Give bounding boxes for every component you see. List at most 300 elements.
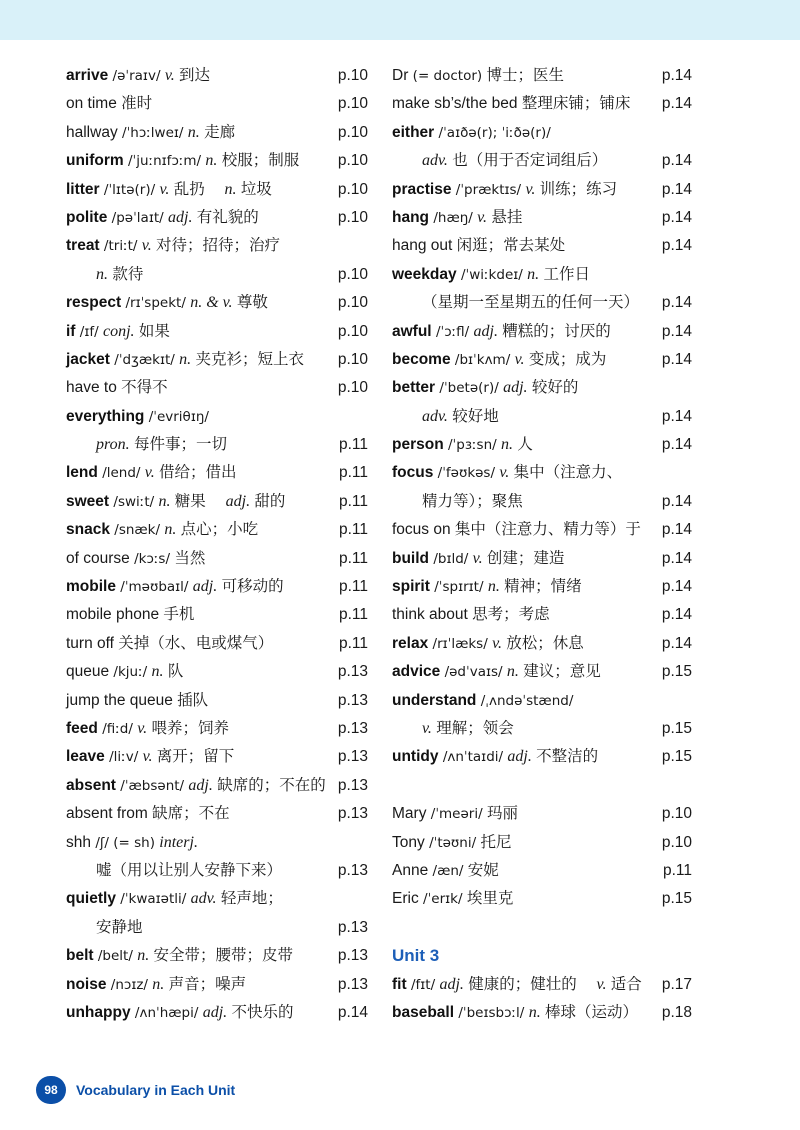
- pronunciation: /ˈspɪrɪt/: [434, 579, 484, 596]
- definition: 插队: [177, 691, 209, 709]
- vocab-column-left: [66, 62, 368, 1027]
- unit-heading-row: [392, 942, 692, 970]
- pronunciation: /ˈməʊbaɪl/: [120, 579, 189, 596]
- definition: 尊敬: [236, 294, 268, 312]
- entry-text: [66, 630, 273, 658]
- definition: 创建；建造: [486, 549, 565, 567]
- part-of-speech: adj.: [473, 322, 498, 340]
- entry-text: [66, 658, 183, 686]
- headword: think about: [392, 606, 468, 624]
- entry-text: [66, 999, 294, 1027]
- vocab-entry: [392, 573, 692, 601]
- entry-text: [66, 885, 283, 913]
- page-reference: p.14: [661, 350, 692, 368]
- entry-text: [392, 232, 565, 260]
- part-of-speech: v.: [142, 748, 153, 766]
- pronunciation: /ˈpræktɪs/: [455, 181, 522, 198]
- unit-heading: Unit 3: [392, 946, 440, 966]
- definition: 放松；休息: [506, 634, 584, 652]
- part-of-speech: n.: [501, 436, 514, 454]
- part-of-speech: v.: [144, 464, 155, 482]
- vocab-entry: [66, 488, 368, 516]
- vocab-entry: [392, 147, 692, 175]
- headword: hallway: [66, 123, 118, 141]
- page-reference: p.15: [661, 663, 692, 681]
- definition: （星期一至星期五的任何一天）: [422, 294, 640, 312]
- pronunciation: /triːt/: [103, 238, 138, 255]
- definition: 轻声地；: [220, 890, 283, 908]
- headword: everything: [66, 407, 145, 425]
- page-reference: p.14: [661, 436, 692, 454]
- entry-text: [66, 601, 194, 629]
- entry-text: [66, 573, 284, 601]
- page-reference: p.11: [338, 521, 368, 539]
- headword: belt: [66, 947, 94, 965]
- headword: snack: [66, 521, 110, 539]
- pronunciation: /ˈfəʊkəs/: [437, 465, 496, 482]
- entry-text: [392, 630, 584, 658]
- vocab-entry: [66, 516, 368, 544]
- entry-text: [66, 346, 304, 374]
- headword: focus: [392, 464, 434, 482]
- vocab-entry: [66, 658, 368, 686]
- part-of-speech: v.: [492, 634, 502, 652]
- part-of-speech: v.: [477, 208, 488, 226]
- pronunciation: /fɪt/: [410, 976, 436, 993]
- headword: either: [392, 123, 435, 141]
- headword: advice: [392, 663, 441, 681]
- headword: polite: [66, 208, 108, 226]
- vocab-entry: [66, 942, 368, 970]
- pronunciation: /ˈbeɪsbɔːl/: [458, 1004, 525, 1021]
- vocab-entry: [66, 885, 368, 913]
- vocab-entry: [392, 289, 692, 317]
- part-of-speech: adv.: [422, 407, 448, 425]
- entry-text: [66, 772, 326, 800]
- definition: 不快乐的: [231, 1003, 294, 1021]
- definition: 款待: [112, 265, 144, 283]
- page-reference: p.14: [661, 578, 692, 596]
- definition: 离开；留下: [156, 748, 235, 766]
- definition: 安全带；腰带；皮带: [153, 947, 294, 965]
- part-of-speech: n. & v.: [190, 294, 233, 312]
- entry-text: [96, 261, 143, 289]
- page-reference: p.13: [337, 861, 368, 879]
- vocab-entry: [66, 829, 368, 857]
- headword: focus on: [392, 521, 451, 539]
- headword: turn off: [66, 634, 114, 652]
- part-of-speech-2: v.: [596, 975, 607, 993]
- headword: jacket: [66, 350, 110, 368]
- vocab-entry: [392, 885, 692, 913]
- part-of-speech: n.: [158, 492, 171, 510]
- headword: mobile: [66, 578, 116, 596]
- headword: unhappy: [66, 1003, 131, 1021]
- pronunciation: /ˈdʒækɪt/: [114, 351, 175, 368]
- definition: 也（用于否定词组后）: [452, 152, 608, 170]
- pronunciation: /ˈɔːfl/: [435, 323, 470, 340]
- pronunciation: /ˈwiːkdeɪ/: [460, 266, 523, 283]
- definition: 博士；医生: [486, 67, 564, 84]
- headword: awful: [392, 322, 432, 340]
- page-reference: p.10: [337, 180, 368, 198]
- part-of-speech-2: adj.: [225, 492, 251, 510]
- definition: 喂养；饲养: [151, 719, 229, 737]
- headword: baseball: [392, 1003, 455, 1021]
- pronunciation: /rɪˈspekt/: [125, 295, 186, 312]
- entry-text: [66, 743, 234, 771]
- entry-text: [96, 914, 143, 942]
- part-of-speech: n.: [487, 578, 500, 596]
- entry-text: [392, 346, 606, 374]
- headword: person: [392, 436, 444, 454]
- headword: Anne: [392, 861, 429, 879]
- vocab-entry: [392, 90, 692, 118]
- part-of-speech: n.: [152, 975, 165, 993]
- headword: queue: [66, 663, 110, 681]
- definition: 安妮: [467, 861, 499, 879]
- vocab-entry: [66, 204, 368, 232]
- pronunciation: /ˈtəʊni/: [429, 834, 477, 851]
- entry-text: [422, 715, 514, 743]
- entry-text: [392, 971, 642, 999]
- entry-text: [392, 743, 598, 771]
- part-of-speech-2: n.: [224, 180, 237, 198]
- page-reference: p.11: [338, 549, 368, 567]
- page-number-badge: 98: [36, 1076, 66, 1104]
- page-reference: p.10: [337, 265, 368, 283]
- vocab-entry: [66, 62, 368, 90]
- part-of-speech: pron.: [96, 436, 130, 454]
- pronunciation: /ˈevriθɪŋ/: [148, 408, 209, 425]
- definition: 夹克衫；短上衣: [195, 350, 304, 368]
- page-reference: p.17: [661, 975, 692, 993]
- definition: 糖果: [174, 492, 206, 510]
- vocab-entry: [392, 630, 692, 658]
- entry-text: [66, 232, 280, 260]
- entry-text: [392, 318, 611, 346]
- definition: 悬挂: [491, 208, 523, 226]
- page-reference: p.14: [661, 180, 692, 198]
- vocab-entry: [392, 715, 692, 743]
- definition: 走廊: [204, 123, 236, 141]
- part-of-speech: v.: [159, 180, 170, 198]
- part-of-speech: v.: [472, 549, 483, 567]
- page-reference: p.14: [661, 237, 692, 255]
- part-of-speech: conj.: [102, 322, 135, 340]
- vocab-entry: [66, 346, 368, 374]
- vocab-entry: [66, 374, 368, 402]
- vocab-entry: [66, 971, 368, 999]
- headword: litter: [66, 180, 100, 198]
- vocab-entry: [66, 119, 368, 147]
- vocab-entry: [392, 601, 692, 629]
- definition: 较好的: [531, 379, 579, 397]
- headword: sweet: [66, 492, 110, 510]
- page-reference: p.10: [337, 350, 368, 368]
- vocab-entry: [66, 232, 368, 260]
- page-reference: p.14: [661, 634, 692, 652]
- vocab-entry: [392, 119, 692, 147]
- definition-2: 甜的: [254, 492, 286, 510]
- entry-text: [392, 62, 564, 90]
- part-of-speech: v.: [137, 719, 148, 737]
- part-of-speech: adj.: [192, 578, 218, 596]
- definition: 当然: [174, 549, 206, 567]
- definition: 集中（注意力、: [513, 464, 623, 482]
- headword: weekday: [392, 265, 457, 283]
- entry-text: [66, 800, 230, 828]
- definition: 每件事；一切: [133, 436, 227, 454]
- pronunciation: /æn/: [432, 862, 464, 879]
- pronunciation: /bɪˈkʌm/: [454, 351, 511, 368]
- part-of-speech: n.: [506, 663, 519, 681]
- vocab-entry: [392, 62, 692, 90]
- pronunciation: /kjuː/: [113, 664, 148, 681]
- pronunciation: /ˈkwaɪətli/: [120, 891, 187, 908]
- page-reference: p.15: [661, 890, 692, 908]
- part-of-speech: n.: [179, 350, 192, 368]
- vocab-entry: [392, 403, 692, 431]
- entry-text: [392, 857, 499, 885]
- entry-text: [66, 147, 299, 175]
- vocab-entry: [392, 204, 692, 232]
- headword: jump the queue: [66, 691, 173, 709]
- page-reference: p.18: [661, 1003, 692, 1021]
- vocab-entry: [392, 261, 692, 289]
- page-reference: p.14: [661, 95, 692, 113]
- definition: 乱扔: [173, 180, 205, 198]
- vocab-entry: [66, 289, 368, 317]
- headword: Tony: [392, 833, 425, 851]
- headword: relax: [392, 634, 429, 652]
- page-reference: p.14: [661, 549, 692, 567]
- page-reference: p.14: [661, 152, 692, 170]
- entry-text: [392, 516, 641, 544]
- page-reference: p.11: [338, 492, 368, 510]
- entry-text: [66, 971, 246, 999]
- definition: 精神；情绪: [504, 578, 582, 596]
- part-of-speech: v.: [525, 180, 536, 198]
- part-of-speech: adj.: [188, 776, 213, 794]
- entry-text: [66, 403, 209, 431]
- page-reference: p.10: [337, 67, 368, 84]
- page-reference: p.13: [337, 947, 368, 965]
- vocab-entry: [66, 403, 368, 431]
- entry-text: [66, 204, 259, 232]
- entry-text: [96, 431, 227, 459]
- page-reference: p.13: [337, 975, 368, 993]
- definition: 托尼: [480, 833, 512, 851]
- page-reference: p.13: [337, 918, 368, 936]
- vocab-entry: [392, 374, 692, 402]
- page-reference: p.10: [661, 833, 692, 851]
- entry-text: [422, 403, 499, 431]
- page-reference: p.13: [337, 719, 368, 737]
- pronunciation: /hæŋ/: [433, 209, 473, 226]
- page-reference: p.13: [337, 663, 368, 681]
- definition: 缺席的；不在的: [217, 776, 326, 794]
- entry-text: [422, 488, 523, 516]
- entry-text: [66, 318, 170, 346]
- entry-text: [392, 687, 573, 715]
- page-reference: p.14: [337, 1003, 368, 1021]
- page-reference: p.13: [337, 776, 368, 794]
- part-of-speech: adj.: [168, 208, 193, 226]
- entry-text: [392, 374, 578, 402]
- entry-text: [66, 545, 205, 573]
- headword: build: [392, 549, 430, 567]
- vocab-entry: [392, 829, 692, 857]
- definition: 有礼貌的: [196, 208, 259, 226]
- page-reference: p.14: [661, 492, 692, 510]
- headword: spirit: [392, 578, 430, 596]
- page-reference: p.11: [338, 606, 368, 624]
- page-reference: p.11: [338, 578, 368, 596]
- vocab-entry: [392, 800, 692, 828]
- definition-2: 适合: [610, 975, 642, 993]
- vocab-entry: [66, 857, 368, 885]
- page-reference: p.13: [337, 748, 368, 766]
- entry-text: [96, 857, 282, 885]
- definition: 人: [517, 436, 533, 454]
- definition: 工作日: [543, 265, 590, 283]
- definition: 闲逛；常去某处: [456, 237, 566, 255]
- vocab-entry: [392, 971, 692, 999]
- entry-text: [66, 488, 285, 516]
- vocab-entry: [66, 147, 368, 175]
- headword: make sb’s/the bed: [392, 95, 518, 113]
- page-reference: p.10: [661, 805, 692, 823]
- headword: absent from: [66, 805, 148, 823]
- entry-text: [392, 119, 551, 147]
- pronunciation: /ˈpɜːsn/: [448, 437, 497, 454]
- pronunciation: /ˈbetə(r)/: [439, 380, 499, 397]
- headword: practise: [392, 180, 452, 198]
- part-of-speech: adj.: [507, 748, 532, 766]
- definition: 集中（注意力、精力等）于: [454, 521, 641, 539]
- part-of-speech: n.: [137, 947, 150, 965]
- vocab-entry: [392, 176, 692, 204]
- page-reference: p.14: [661, 407, 692, 425]
- entry-text: [392, 658, 601, 686]
- headword: of course: [66, 549, 130, 567]
- entry-text: [392, 573, 582, 601]
- part-of-speech: adv.: [190, 890, 217, 908]
- part-of-speech: n.: [527, 265, 540, 283]
- pronunciation: /ʃ/ (= sh): [95, 834, 155, 851]
- headword: better: [392, 379, 436, 397]
- footer-title: Vocabulary in Each Unit: [76, 1082, 236, 1098]
- pronunciation: /ˈmeəri/: [430, 806, 483, 823]
- definition: 糟糕的；讨厌的: [502, 322, 611, 340]
- definition: 精力等）；聚焦: [422, 492, 523, 510]
- pronunciation: /fiːd/: [102, 720, 133, 737]
- page-reference: p.14: [661, 294, 692, 312]
- definition: 整理床铺；铺床: [521, 95, 631, 113]
- page-reference: p.10: [337, 322, 368, 340]
- definition: 安静地: [96, 918, 143, 936]
- vocab-entry: [392, 857, 692, 885]
- page-reference: p.15: [661, 719, 692, 737]
- vocab-entry: [392, 687, 692, 715]
- pronunciation: /ˈhɔːlweɪ/: [122, 124, 184, 141]
- entry-text: [66, 62, 210, 90]
- definition: 对待；招待；治疗: [156, 237, 281, 255]
- part-of-speech: v.: [422, 719, 432, 737]
- definition-2: 垃圾: [240, 180, 272, 198]
- page-reference: p.14: [661, 322, 692, 340]
- entry-text: [66, 715, 229, 743]
- pronunciation: /lend/: [102, 465, 141, 482]
- part-of-speech: v.: [141, 237, 152, 255]
- definition: 不整洁的: [536, 748, 599, 766]
- headword: absent: [66, 776, 116, 794]
- part-of-speech: v.: [164, 67, 175, 84]
- pronunciation: /ʌnˈtaɪdi/: [442, 749, 504, 766]
- headword: shh: [66, 833, 91, 851]
- headword: understand: [392, 691, 477, 709]
- headword: have to: [66, 379, 117, 397]
- part-of-speech: adj.: [439, 975, 464, 993]
- pronunciation: /belt/: [97, 948, 133, 965]
- definition: 变成；成为: [528, 350, 607, 368]
- entry-text: [392, 431, 533, 459]
- definition: 点心；小吃: [180, 521, 259, 539]
- entry-text: [66, 687, 208, 715]
- pronunciation: /ˈjuːnɪfɔːm/: [128, 153, 202, 170]
- vocab-entry: [66, 318, 368, 346]
- definition: 建议；意见: [523, 663, 601, 681]
- vocab-entry: [392, 232, 692, 260]
- headword: noise: [66, 975, 107, 993]
- page-reference: p.10: [337, 379, 368, 397]
- part-of-speech: interj.: [159, 833, 198, 851]
- page-reference: p.11: [338, 634, 368, 652]
- page-reference: p.10: [337, 294, 368, 312]
- definition: 缺席；不在: [152, 805, 230, 823]
- page-reference: p.11: [662, 861, 692, 879]
- pronunciation: /kɔːs/: [134, 550, 170, 567]
- definition: 准时: [121, 95, 153, 113]
- vocab-entry: [392, 459, 692, 487]
- part-of-speech: adj.: [202, 1003, 228, 1021]
- pronunciation: /pəˈlaɪt/: [111, 209, 164, 226]
- vocab-entry: [66, 261, 368, 289]
- entry-text: [392, 545, 564, 573]
- pronunciation: /nɔɪz/: [110, 976, 148, 993]
- headword: mobile phone: [66, 606, 160, 624]
- headword: if: [66, 322, 76, 340]
- vocab-entry: [392, 658, 692, 686]
- vocab-entry: [392, 488, 692, 516]
- pronunciation: /ˈlɪtə(r)/: [103, 181, 156, 198]
- definition: 棒球（运动）: [545, 1003, 639, 1021]
- page-reference: p.10: [337, 123, 368, 141]
- entry-text: [422, 147, 607, 175]
- vocab-entry: [392, 516, 692, 544]
- page-reference: p.10: [337, 208, 368, 226]
- page-footer: [36, 1076, 235, 1104]
- entry-text: [66, 942, 293, 970]
- part-of-speech: n.: [528, 1003, 541, 1021]
- headword: arrive: [66, 67, 109, 84]
- pronunciation: /ʌnˈhæpi/: [134, 1004, 199, 1021]
- definition: 手机: [163, 606, 195, 624]
- part-of-speech: n.: [164, 521, 177, 539]
- page-reference: p.14: [661, 521, 692, 539]
- page-reference: p.13: [337, 805, 368, 823]
